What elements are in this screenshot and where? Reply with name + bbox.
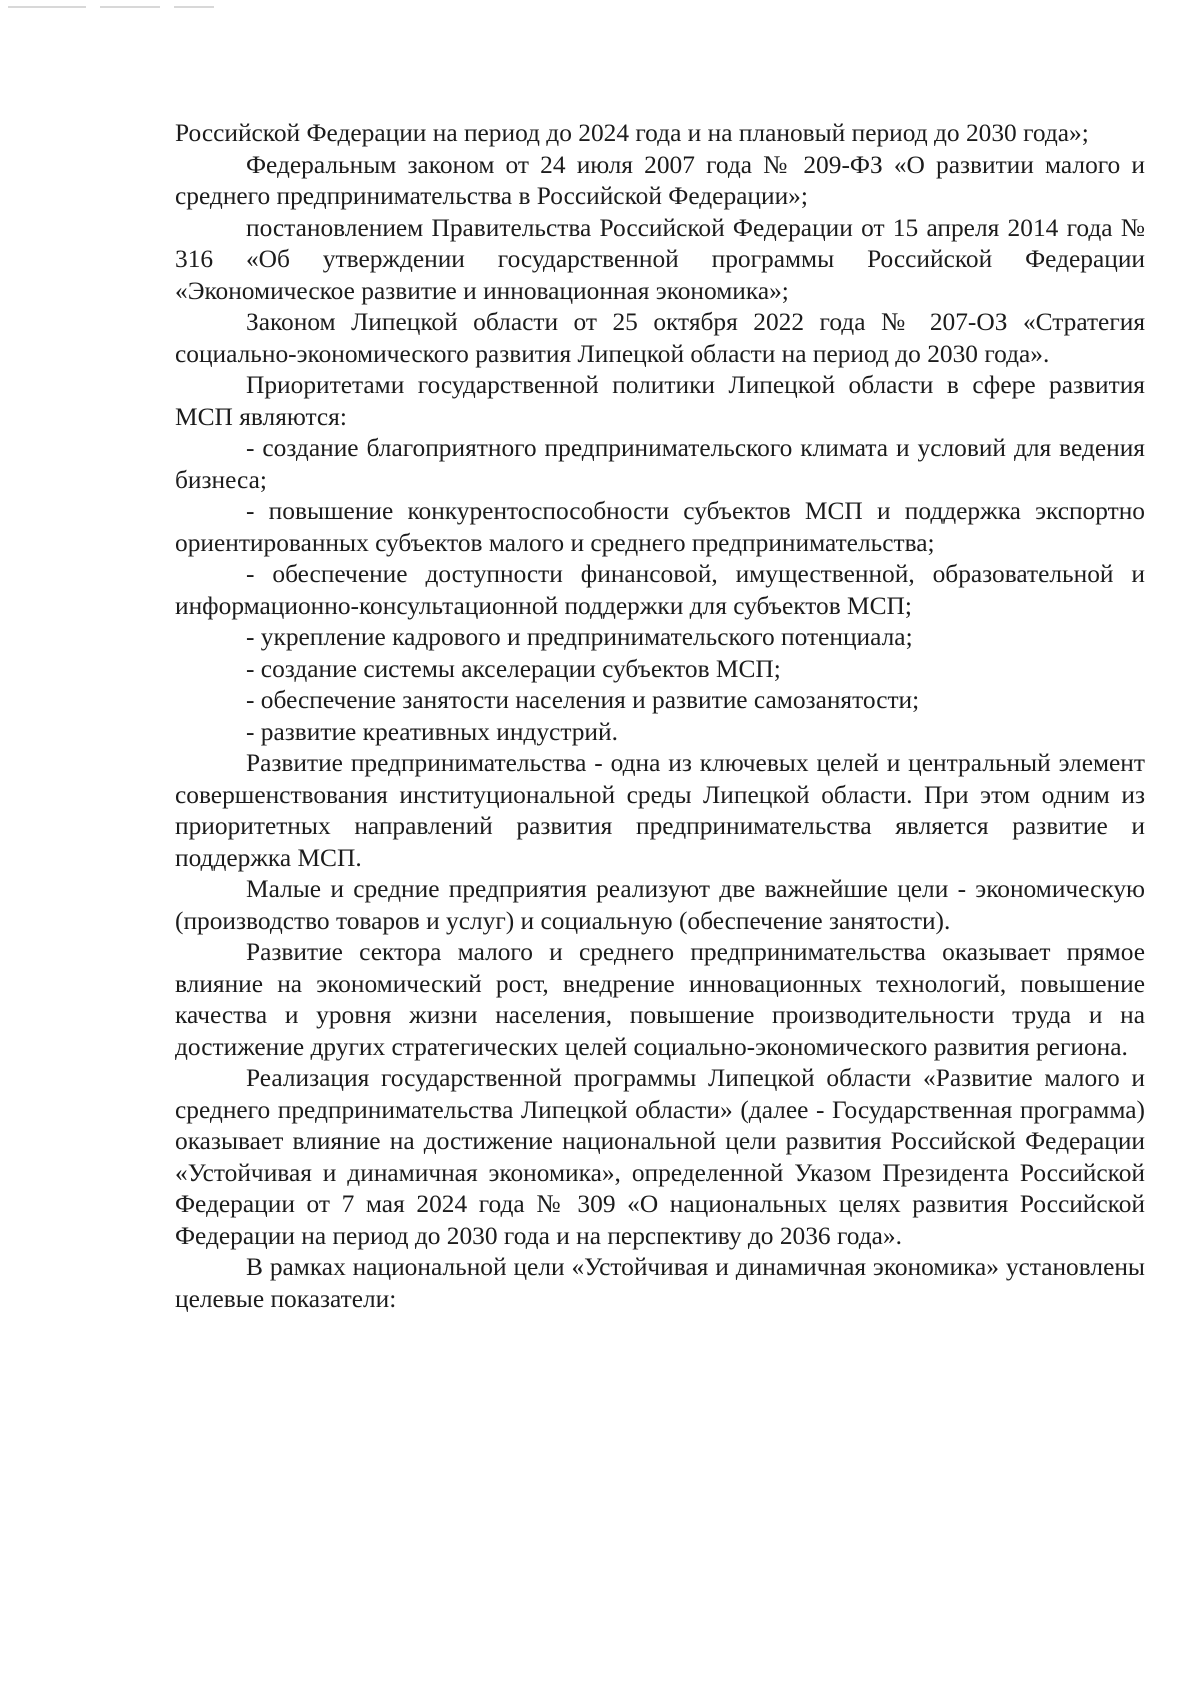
paragraph-regional-law: Законом Липецкой области от 25 октября 2022 года № 207-ОЗ «Стратегия социально-экономического развития Липецкой области на период до 2030 года». (175, 308, 1145, 368)
paragraph-priorities-intro: Приоритетами государственной политики Липецкой области в сфере развития МСП являются: (175, 371, 1145, 431)
paragraph-federal-law: Федеральным законом от 24 июля 2007 года № 209-ФЗ «О развитии малого и среднего предпринимательства в Российской Федерации»; (175, 150, 1145, 210)
paragraph-entrepreneurship: Развитие предпринимательства - одна из ключевых целей и центральный элемент совершенствования институциональной среды Липецкой области. При этом одним из приоритетных направлений развития предпринимательства является развитие и поддержка МСП. (175, 749, 1145, 872)
list-item: - укрепление кадрового и предпринимательского потенциала; (246, 623, 913, 651)
paragraph-national-goal: В рамках национальной цели «Устойчивая и динамичная экономика» установлены целевые показатели: (175, 1253, 1145, 1313)
list-item: - создание системы акселерации субъектов МСП; (246, 654, 781, 683)
document-page (175, 118, 1145, 1315)
list-item: - создание благоприятного предпринимательского климата и условий для ведения бизнеса; (175, 434, 1145, 494)
list-item: - обеспечение занятости населения и развитие самозанятости; (246, 686, 920, 714)
paragraph-continuation: Российской Федерации на период до 2024 года и на плановый период до 2030 года»; (175, 119, 1089, 147)
list-item: - повышение конкурентоспособности субъектов МСП и поддержка экспортно ориентированных субъектов малого и среднего предпринимательства; (175, 497, 1145, 557)
list-item: - обеспечение доступности финансовой, имущественной, образовательной и информационно-консультационной поддержки для субъектов МСП; (175, 560, 1145, 620)
paragraph-program-implementation: Реализация государственной программы Липецкой области «Развитие малого и среднего предпринимательства Липецкой области» (далее - Государственная программа) оказывает влияние на достижение национальной цели развития Российской Федерации «Устойчивая и динамичная экономика», определенной Указом Президента Российской Федерации от 7 мая 2024 года № 309 «О национальных целях развития Российской Федерации на период до 2030 года и на перспективу до 2036 года». (175, 1064, 1145, 1250)
paragraph-sector-influence: Развитие сектора малого и среднего предпринимательства оказывает прямое влияние на экономический рост, внедрение инновационных технологий, повышение качества и уровня жизни населения, повышение производительности труда и на достижение других стратегических целей социально-экономического развития региона. (175, 938, 1145, 1061)
paragraph-small-medium-goals: Малые и средние предприятия реализуют две важнейшие цели - экономическую (производство товаров и услуг) и социальную (обеспечение занятости). (175, 875, 1145, 935)
paragraph-government-decree: постановлением Правительства Российской Федерации от 15 апреля 2014 года № 316 «Об утверждении государственной программы Российской Федерации «Экономическое развитие и инновационная экономика»; (175, 213, 1145, 305)
list-item: - развитие креативных индустрий. (246, 717, 618, 746)
scan-header-marks (8, 6, 268, 12)
